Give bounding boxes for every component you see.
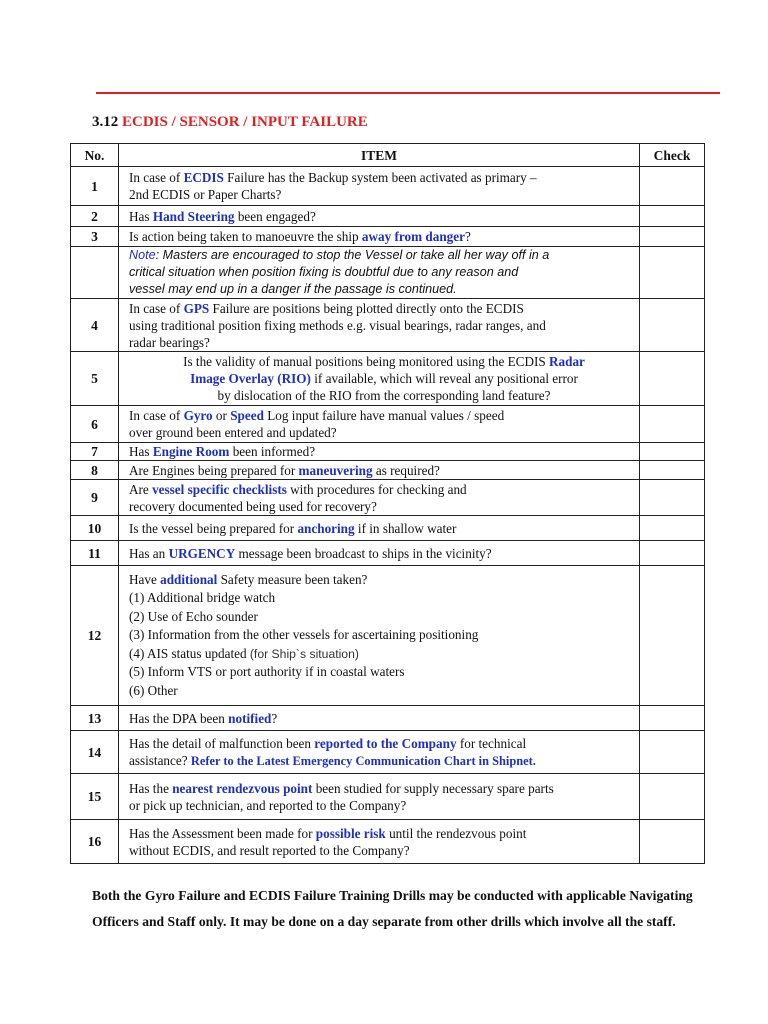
check-cell[interactable] xyxy=(640,516,705,541)
row-item: In case of Gyro or Speed Log input failure have manual values / speed over ground been entered and updated? xyxy=(119,406,640,443)
table-row xyxy=(71,167,705,206)
row-item: Has the DPA been notified? xyxy=(119,706,640,731)
check-cell[interactable] xyxy=(640,299,705,352)
table-row xyxy=(71,480,705,516)
highlight-term: vessel specific checklists xyxy=(152,481,287,497)
header-check: Check xyxy=(640,144,705,167)
check-cell[interactable] xyxy=(640,774,705,820)
highlight-term: GPS xyxy=(183,300,210,316)
highlight-term: additional xyxy=(160,572,218,588)
row-number: 13 xyxy=(71,706,119,731)
highlight-term: nearest rendezvous point xyxy=(172,780,313,796)
section-heading xyxy=(92,114,368,131)
row-number: 11 xyxy=(71,541,119,566)
table-row xyxy=(71,443,705,461)
check-cell[interactable] xyxy=(640,706,705,731)
highlight-term: Refer to the Latest Emergency Communication Chart in Shipnet. xyxy=(190,753,536,768)
check-cell[interactable] xyxy=(640,167,705,206)
row-item: Are vessel specific checklists with procedures for checking and recovery documented being used for recovery? xyxy=(119,480,640,516)
highlight-term: away from danger xyxy=(361,229,465,244)
check-cell[interactable] xyxy=(640,461,705,480)
row-number: 6 xyxy=(71,406,119,443)
highlight-term: possible risk xyxy=(315,825,386,841)
row-number: 1 xyxy=(71,167,119,206)
table-row xyxy=(71,352,705,406)
row-item: Has the detail of malfunction been reported to the Company for technical assistance? Refer to the Latest Emergency Communication Chart in Shipnet. xyxy=(119,731,640,774)
section-title: ECDIS / SENSOR / INPUT FAILURE xyxy=(122,114,368,130)
check-cell[interactable] xyxy=(640,541,705,566)
footer-note: Both the Gyro Failure and ECDIS Failure Training Drills may be conducted with applicable Navigating Officers and Staff only. It may be done on a day separate from other drills which involve all the staff. xyxy=(92,888,693,929)
check-cell[interactable] xyxy=(640,820,705,864)
table-row xyxy=(71,299,705,352)
row-item: Has Engine Room been informed? xyxy=(119,443,640,461)
table-header-row xyxy=(71,144,705,167)
row-number: 5 xyxy=(71,352,119,406)
row-item: In case of ECDIS Failure has the Backup system been activated as primary – 2nd ECDIS or Paper Charts? xyxy=(119,167,640,206)
row-number: 16 xyxy=(71,820,119,864)
highlight-term: anchoring xyxy=(297,520,355,536)
row-item: Is action being taken to manoeuvre the ship away from danger? xyxy=(119,227,640,247)
list-item: (2) Use of Echo sounder xyxy=(129,608,258,624)
table-row xyxy=(71,516,705,541)
table-row xyxy=(71,227,705,247)
list-item: (6) Other xyxy=(129,682,178,698)
table-row xyxy=(71,541,705,566)
row-item: Are Engines being prepared for maneuvering as required? xyxy=(119,461,640,480)
highlight-term: Speed xyxy=(230,408,264,423)
row-item: Has the nearest rendezvous point been studied for supply necessary spare parts or pick up technician, and reported to the Company? xyxy=(119,774,640,820)
row-number: 7 xyxy=(71,443,119,461)
highlight-term: URGENCY xyxy=(168,545,236,561)
table-row xyxy=(71,774,705,820)
header-no: No. xyxy=(71,144,119,167)
row-item: Is the validity of manual positions being monitored using the ECDIS Radar Image Overlay (RIO) if available, which will reveal any positional error by dislocation of the RIO from the corresponding land feature? xyxy=(119,352,640,406)
check-cell[interactable] xyxy=(640,352,705,406)
header-item: ITEM xyxy=(119,144,640,167)
row-number: 14 xyxy=(71,731,119,774)
row-number-empty xyxy=(71,247,119,299)
section-number: 3.12 xyxy=(92,114,119,130)
row-number: 12 xyxy=(71,566,119,706)
row-number: 15 xyxy=(71,774,119,820)
check-cell[interactable] xyxy=(640,480,705,516)
highlight-term: notified xyxy=(228,710,272,726)
highlight-term: maneuvering xyxy=(298,462,373,478)
row-item: Has the Assessment been made for possible risk until the rendezvous point without ECDIS, and result reported to the Company? xyxy=(119,820,640,864)
list-item: (5) Inform VTS or port authority if in coastal waters xyxy=(129,664,405,680)
table-row xyxy=(71,820,705,864)
table-row-note xyxy=(71,247,705,299)
row-number: 4 xyxy=(71,299,119,352)
check-cell[interactable] xyxy=(640,566,705,706)
table-row xyxy=(71,706,705,731)
check-cell[interactable] xyxy=(640,731,705,774)
highlight-term: Radar xyxy=(549,354,585,369)
check-cell[interactable] xyxy=(640,406,705,443)
note-text: Note: Masters are encouraged to stop the Vessel or take all her way off in a critical situation when position fixing is doubtful due to any reason and vessel may end up in a danger if the passage is continued. xyxy=(119,247,640,299)
list-item: (1) Additional bridge watch xyxy=(129,590,276,606)
row-item: In case of GPS Failure are positions being plotted directly onto the ECDIS using traditional position fixing methods e.g. visual bearings, radar ranges, and radar bearings? xyxy=(119,299,640,352)
highlight-term: ECDIS xyxy=(183,170,224,185)
highlight-term: Image Overlay (RIO) xyxy=(190,371,311,386)
check-cell[interactable] xyxy=(640,443,705,461)
row-item: Is the vessel being prepared for anchoring if in shallow water xyxy=(119,516,640,541)
row-number: 10 xyxy=(71,516,119,541)
table-row xyxy=(71,461,705,480)
list-item: (4) AIS status updated (for Ship`s situation) xyxy=(129,645,359,661)
table-row xyxy=(71,731,705,774)
header-divider xyxy=(96,92,720,94)
row-item: Have additional Safety measure been taken? (1) Additional bridge watch (2) Use of Echo sounder (3) Information from the other vessels for ascertaining positioning (4) AIS status updated (for Ship`s situation) (5) Inform VTS or port authority if in coastal waters (6) Other xyxy=(119,566,640,706)
highlight-term: Gyro xyxy=(183,408,213,423)
highlight-term: reported to the Company xyxy=(314,735,457,751)
table-row xyxy=(71,206,705,227)
row-item: Has an URGENCY message been broadcast to ships in the vicinity? xyxy=(119,541,640,566)
list-item: (3) Information from the other vessels for ascertaining positioning xyxy=(129,627,479,643)
highlight-term: Engine Room xyxy=(152,444,230,459)
row-number: 3 xyxy=(71,227,119,247)
highlight-term: Hand Steering xyxy=(152,208,235,224)
row-number: 9 xyxy=(71,480,119,516)
row-number: 8 xyxy=(71,461,119,480)
check-cell[interactable] xyxy=(640,227,705,247)
check-cell[interactable] xyxy=(640,247,705,299)
check-cell[interactable] xyxy=(640,206,705,227)
table-row xyxy=(71,566,705,706)
table-row xyxy=(71,406,705,443)
row-number: 2 xyxy=(71,206,119,227)
row-item: Has Hand Steering been engaged? xyxy=(119,206,640,227)
checklist-table xyxy=(70,143,705,864)
note-label: Note xyxy=(129,248,156,262)
